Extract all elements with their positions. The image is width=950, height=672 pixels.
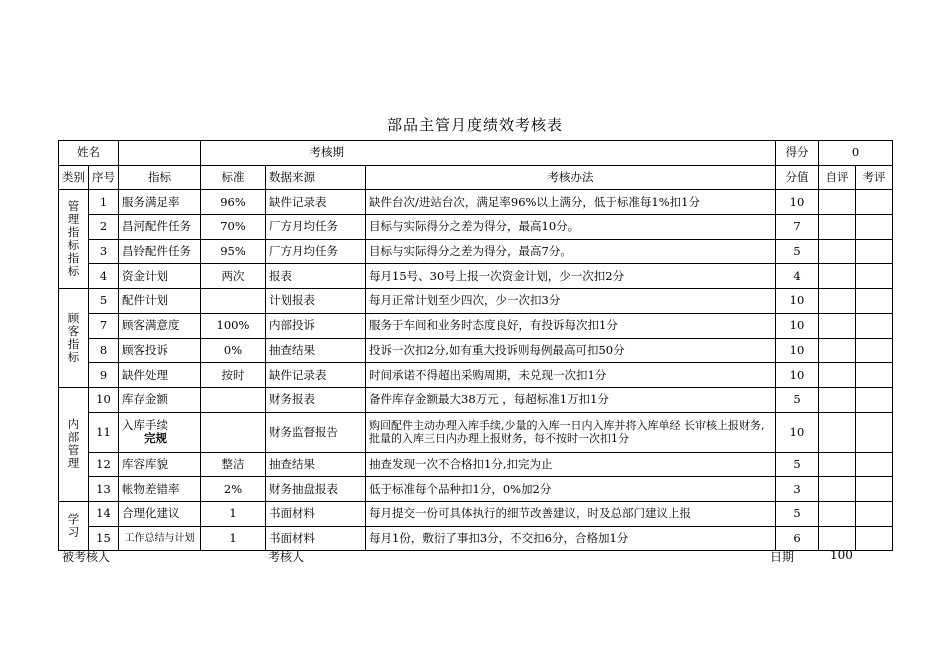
indicator-label: 库容库貌 [122, 456, 168, 471]
source-cell: 书面材料 [266, 526, 366, 551]
self-eval-cell[interactable] [819, 477, 856, 502]
review-cell[interactable] [856, 215, 893, 240]
method-cell: 服务于车间和业务时态度良好，有投诉每次扣1分 [366, 313, 776, 338]
standard-cell: 整洁 [201, 452, 266, 477]
stamp-text: 完规 [144, 431, 167, 446]
source-cell: 计划报表 [266, 289, 366, 314]
col-standard: 标准 [201, 165, 266, 190]
seq-cell: 3 [89, 239, 119, 264]
col-self-eval: 自评 [819, 165, 856, 190]
indicator-label: 入库手续 [122, 418, 168, 433]
method-cell: 投诉一次扣2分,如有重大投诉则每例最高可扣50分 [366, 338, 776, 363]
source-cell: 报表 [266, 264, 366, 289]
indicator-cell [119, 190, 201, 215]
standard-cell: 0% [201, 338, 266, 363]
review-cell[interactable] [856, 387, 893, 412]
seq-cell: 5 [89, 289, 119, 314]
method-cell: 抽查发现一次不合格扣1分,扣完为止 [366, 452, 776, 477]
seq-cell: 15 [89, 526, 119, 551]
self-eval-cell[interactable] [819, 338, 856, 363]
self-eval-cell[interactable] [819, 239, 856, 264]
seq-cell: 14 [89, 501, 119, 526]
indicator-cell [119, 264, 201, 289]
table-row [59, 215, 893, 240]
indicator-label: 服务满足率 [122, 194, 180, 209]
table-row [59, 313, 893, 338]
points-cell: 3 [776, 477, 819, 502]
indicator-cell [119, 289, 201, 314]
review-cell[interactable] [856, 501, 893, 526]
standard-cell [201, 387, 266, 412]
indicator-cell [119, 387, 201, 412]
review-cell[interactable] [856, 526, 893, 551]
category-label: 管理指标指标 [67, 199, 80, 279]
source-cell: 财务监督报告 [266, 412, 366, 452]
self-eval-cell[interactable] [819, 289, 856, 314]
self-eval-cell[interactable] [819, 412, 856, 452]
review-cell[interactable] [856, 264, 893, 289]
standard-cell: 100% [201, 313, 266, 338]
method-cell: 时间承诺不得超出采购周期，未兑现一次扣1分 [366, 363, 776, 388]
col-review: 考评 [856, 165, 893, 190]
seq-cell: 12 [89, 452, 119, 477]
review-cell[interactable] [856, 190, 893, 215]
table-row [59, 289, 893, 314]
table-row [59, 501, 893, 526]
seq-cell: 13 [89, 477, 119, 502]
source-cell: 厂方月均任务 [266, 215, 366, 240]
indicator-label: 工作总结与计划 [124, 532, 195, 544]
indicator-label: 昌河配件任务 [122, 219, 191, 234]
table-row [59, 526, 893, 551]
table-row [59, 452, 893, 477]
standard-cell: 70% [201, 215, 266, 240]
col-indicator: 指标 [119, 165, 201, 190]
table-row [59, 477, 893, 502]
assessor-label: 考核人 [268, 550, 305, 564]
review-cell[interactable] [856, 412, 893, 452]
method-cell: 缺件台次/进站台次，满足率96%以上满分，低于标准每1%扣1分 [366, 190, 776, 215]
method-cell: 每月1份，敷衍了事扣3分，不交扣6分，合格加1分 [366, 526, 776, 551]
source-cell: 内部投诉 [266, 313, 366, 338]
table-row [59, 363, 893, 388]
seq-cell: 4 [89, 264, 119, 289]
source-cell: 缺件记录表 [266, 363, 366, 388]
date-value: 100 [830, 548, 853, 562]
method-cell: 目标与实际得分之差为得分，最高10分。 [366, 215, 776, 240]
indicator-cell [119, 338, 201, 363]
points-cell: 10 [776, 190, 819, 215]
indicator-cell [119, 526, 201, 551]
standard-cell: 2% [201, 477, 266, 502]
points-cell: 10 [776, 289, 819, 314]
points-cell: 5 [776, 387, 819, 412]
category-label: 顾客指标 [67, 311, 80, 364]
source-cell: 财务报表 [266, 387, 366, 412]
indicator-label: 资金计划 [122, 268, 168, 283]
source-cell: 厂方月均任务 [266, 239, 366, 264]
indicator-label: 配件计划 [122, 293, 168, 308]
table-row [59, 264, 893, 289]
seq-cell: 11 [89, 412, 119, 452]
method-cell: 每月正常计划至少四次，少一次扣3分 [366, 289, 776, 314]
category-cell [59, 387, 89, 501]
name-label: 姓名 [59, 141, 119, 166]
name-value-cell[interactable] [119, 141, 201, 166]
self-eval-cell[interactable] [819, 313, 856, 338]
standard-cell: 95% [201, 239, 266, 264]
table-row [59, 387, 893, 412]
points-cell: 10 [776, 338, 819, 363]
seq-cell: 9 [89, 363, 119, 388]
indicator-label: 库存金额 [122, 392, 168, 407]
table-row [59, 338, 893, 363]
review-cell[interactable] [856, 363, 893, 388]
seq-cell: 1 [89, 190, 119, 215]
category-label: 学习 [67, 512, 80, 540]
seq-cell: 8 [89, 338, 119, 363]
self-eval-cell[interactable] [819, 501, 856, 526]
indicator-cell [119, 239, 201, 264]
standard-cell [201, 412, 266, 452]
category-cell [59, 190, 89, 289]
method-cell: 购回配件主动办理入库手续,少量的入库一日内入库并将入库单经 长审核上报财务,批量的入库三日内办理上报财务，每不按时一次扣1分 [366, 412, 776, 452]
performance-table [58, 140, 893, 551]
self-eval-cell[interactable] [819, 190, 856, 215]
header-row-name [59, 141, 893, 166]
indicator-cell [119, 313, 201, 338]
method-cell: 目标与实际得分之差为得分，最高7分。 [366, 239, 776, 264]
seq-cell: 2 [89, 215, 119, 240]
review-cell[interactable] [856, 452, 893, 477]
method-cell: 备件库存金额最大38万元 ，每超标准1万扣1分 [366, 387, 776, 412]
standard-cell: 两次 [201, 264, 266, 289]
indicator-cell [119, 215, 201, 240]
period-cell [201, 141, 776, 166]
source-cell: 缺件记录表 [266, 190, 366, 215]
indicator-cell [119, 412, 201, 452]
review-cell[interactable] [856, 289, 893, 314]
category-label: 内部管理 [67, 417, 80, 471]
table-row [59, 239, 893, 264]
assessee-label: 被考核人 [62, 550, 111, 564]
indicator-label: 合理化建议 [122, 506, 180, 521]
date-label: 日期 [770, 550, 795, 564]
score-label: 得分 [776, 141, 819, 166]
standard-cell: 1 [201, 526, 266, 551]
score-value: 0 [819, 141, 893, 166]
indicator-label: 缺件处理 [122, 367, 168, 382]
points-cell: 4 [776, 264, 819, 289]
source-cell: 书面材料 [266, 501, 366, 526]
source-cell: 财务抽盘报表 [266, 477, 366, 502]
indicator-label: 昌铃配件任务 [122, 244, 191, 259]
col-source: 数据来源 [266, 165, 366, 190]
self-eval-cell[interactable] [819, 363, 856, 388]
indicator-label: 顾客满意度 [122, 318, 180, 333]
seq-cell: 10 [89, 387, 119, 412]
col-seq: 序号 [89, 165, 119, 190]
method-cell: 每月15号、30号上报一次资金计划，少一次扣2分 [366, 264, 776, 289]
points-cell: 10 [776, 412, 819, 452]
points-cell: 10 [776, 313, 819, 338]
indicator-cell [119, 477, 201, 502]
review-cell[interactable] [856, 239, 893, 264]
standard-cell: 1 [201, 501, 266, 526]
table-row [59, 190, 893, 215]
indicator-cell [119, 452, 201, 477]
points-cell: 6 [776, 526, 819, 551]
points-cell: 10 [776, 363, 819, 388]
self-eval-cell[interactable] [819, 452, 856, 477]
standard-cell: 96% [201, 190, 266, 215]
review-cell[interactable] [856, 477, 893, 502]
category-cell [59, 501, 89, 550]
method-cell: 每月提交一份可具体执行的细节改善建议，时及总部门建议上报 [366, 501, 776, 526]
points-cell: 7 [776, 215, 819, 240]
indicator-label: 帐物差错率 [122, 481, 180, 496]
points-cell: 5 [776, 501, 819, 526]
page-title: 部品主管月度绩效考核表 [386, 116, 563, 134]
source-cell: 抽查结果 [266, 338, 366, 363]
source-cell: 抽查结果 [266, 452, 366, 477]
self-eval-cell[interactable] [819, 215, 856, 240]
self-eval-cell[interactable] [819, 264, 856, 289]
col-method: 考核办法 [366, 165, 776, 190]
col-category: 类别 [59, 165, 89, 190]
indicator-cell [119, 363, 201, 388]
review-cell[interactable] [856, 313, 893, 338]
indicator-cell [119, 501, 201, 526]
seq-cell: 7 [89, 313, 119, 338]
standard-cell [201, 289, 266, 314]
category-cell [59, 289, 89, 388]
period-label: 考核期 [309, 145, 344, 160]
method-cell: 低于标准每个品种扣1分，0%加2分 [366, 477, 776, 502]
self-eval-cell[interactable] [819, 387, 856, 412]
points-cell: 5 [776, 452, 819, 477]
indicator-label: 顾客投诉 [122, 342, 168, 357]
column-header-row [59, 165, 893, 190]
table-row [59, 412, 893, 452]
review-cell[interactable] [856, 338, 893, 363]
col-points: 分值 [776, 165, 819, 190]
points-cell: 5 [776, 239, 819, 264]
standard-cell: 按时 [201, 363, 266, 388]
